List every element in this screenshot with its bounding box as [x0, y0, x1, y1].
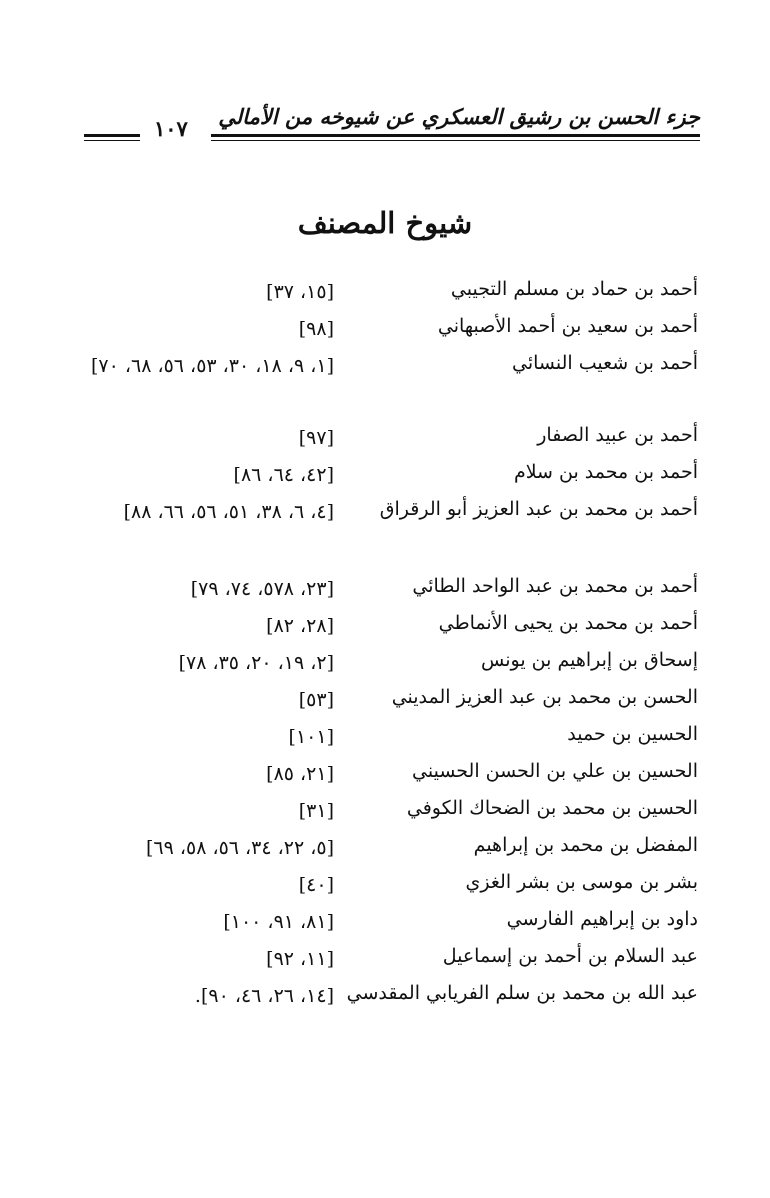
hadith-refs: [٥٣] — [298, 689, 334, 711]
teacher-name: عبد الله بن محمد بن سلم الفريابي المقدسي — [346, 982, 698, 1004]
teacher-name: أحمد بن محمد بن سلام — [513, 461, 698, 483]
teacher-name: أحمد بن شعيب النسائي — [512, 352, 698, 374]
teacher-name: أحمد بن محمد بن يحيى الأنماطي — [438, 612, 698, 634]
hadith-refs: [٤٠] — [298, 874, 334, 896]
teacher-name: الحسن بن محمد بن عبد العزيز المديني — [391, 686, 698, 708]
hadith-refs: [١٤، ٢٦، ٤٦، ٩٠]. — [194, 985, 334, 1007]
running-title: جزء الحسن بن رشيق العسكري عن شيوخه من الأمالي — [218, 104, 700, 129]
teacher-name: أحمد بن حماد بن مسلم التجيبي — [450, 278, 698, 300]
teacher-name: عبد السلام بن أحمد بن إسماعيل — [442, 945, 698, 967]
hadith-refs: [١، ٩، ١٨، ٣٠، ٥٣، ٥٦، ٦٨، ٧٠] — [90, 355, 334, 377]
header-rule-left — [84, 134, 140, 137]
hadith-refs: [١٥، ٣٧] — [266, 281, 334, 303]
index-entry — [0, 717, 770, 754]
teacher-name: داود بن إبراهيم الفارسي — [506, 908, 698, 930]
index-entry — [0, 569, 770, 606]
index-entry — [0, 455, 770, 492]
hadith-refs: [٤٢، ٦٤، ٨٦] — [233, 464, 334, 486]
teacher-name: الحسين بن حميد — [567, 723, 698, 745]
hadith-refs: [٣١] — [298, 800, 334, 822]
index-entry — [0, 346, 770, 418]
header-rule-right-thin — [211, 140, 700, 141]
index-entry — [0, 309, 770, 346]
index-entry — [0, 492, 770, 569]
teacher-name: الحسين بن محمد بن الضحاك الكوفي — [406, 797, 698, 819]
hadith-refs: [١٠١] — [288, 726, 334, 748]
index-entry — [0, 754, 770, 791]
index-entry — [0, 976, 770, 1013]
teacher-name: أحمد بن محمد بن عبد العزيز أبو الرقراق — [379, 498, 698, 520]
hadith-refs: [١١، ٩٢] — [266, 948, 334, 970]
hadith-refs: [٢١، ٨٥] — [266, 763, 334, 785]
header-rule-right — [211, 134, 700, 137]
index-entry — [0, 680, 770, 717]
teacher-name: أحمد بن سعيد بن أحمد الأصبهاني — [437, 315, 698, 337]
hadith-refs: [٨١، ٩١، ١٠٠] — [223, 911, 334, 933]
running-header — [84, 104, 700, 150]
hadith-refs: [٩٧] — [298, 427, 334, 449]
hadith-refs: [٤، ٦، ٣٨، ٥١، ٥٦، ٦٦، ٨٨] — [123, 501, 334, 523]
hadith-refs: [٢٣، ٥٧٨، ٧٤، ٧٩] — [190, 578, 334, 600]
hadith-refs: [٥، ٢٢، ٣٤، ٥٦، ٥٨، ٦٩] — [145, 837, 334, 859]
index-entry — [0, 643, 770, 680]
teacher-name: بشر بن موسى بن بشر الغزي — [465, 871, 698, 893]
teacher-name: الحسين بن علي بن الحسن الحسيني — [412, 760, 698, 782]
index-entry — [0, 418, 770, 455]
teacher-name: المفضل بن محمد بن إبراهيم — [473, 834, 698, 856]
teachers-index — [0, 272, 770, 1013]
hadith-refs: [٢، ١٩، ٢٠، ٣٥، ٧٨] — [178, 652, 334, 674]
teacher-name: إسحاق بن إبراهيم بن يونس — [481, 649, 698, 671]
hadith-refs: [٢٨، ٨٢] — [266, 615, 334, 637]
teacher-name: أحمد بن عبيد الصفار — [537, 424, 698, 446]
header-rule-left-thin — [84, 140, 140, 141]
index-entry — [0, 902, 770, 939]
hadith-refs: [٩٨] — [298, 318, 334, 340]
index-entry — [0, 606, 770, 643]
index-entry — [0, 939, 770, 976]
section-title: شيوخ المصنف — [297, 206, 473, 240]
page-number: ١٠٧ — [154, 116, 188, 141]
index-entry — [0, 865, 770, 902]
teacher-name: أحمد بن محمد بن عبد الواحد الطائي — [412, 575, 698, 597]
index-entry — [0, 828, 770, 865]
index-entry — [0, 791, 770, 828]
index-entry — [0, 272, 770, 309]
